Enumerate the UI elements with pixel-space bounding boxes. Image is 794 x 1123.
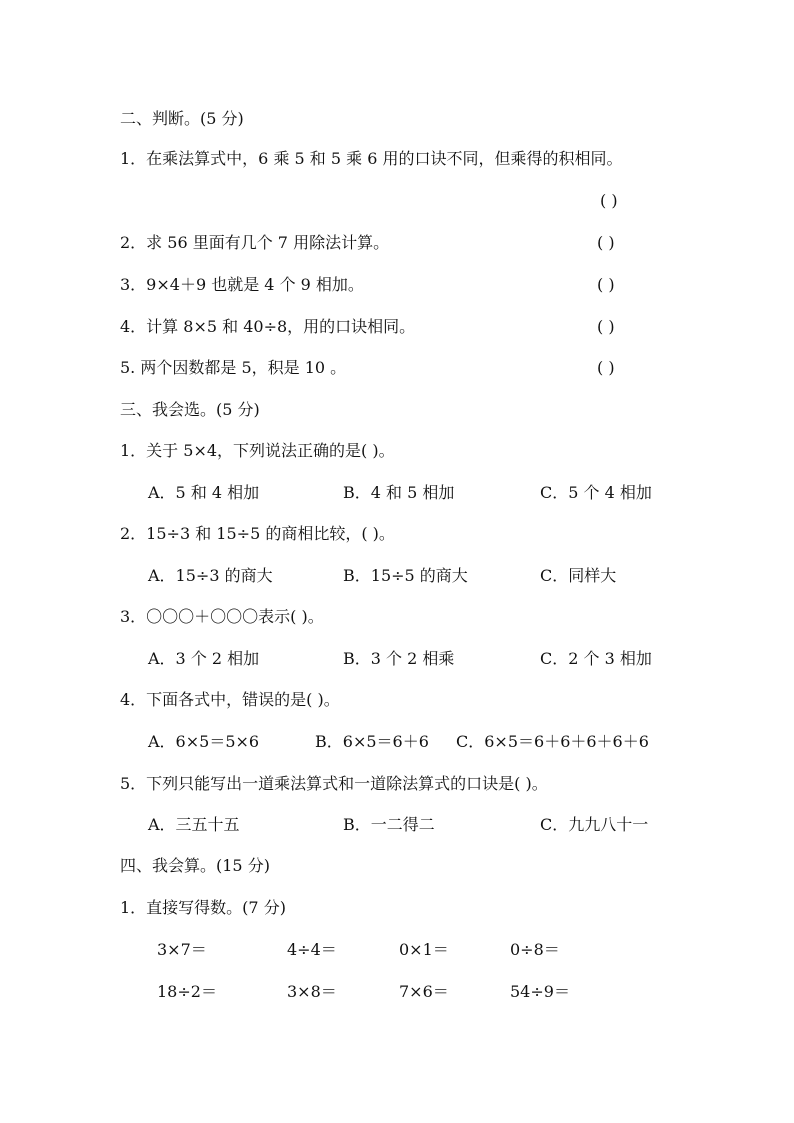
calc-problem[interactable]: 0×1＝ xyxy=(399,940,449,959)
choice-1-option-b[interactable]: B．4 和 5 相加 xyxy=(343,483,455,502)
choice-1-option-a[interactable]: A．5 和 4 相加 xyxy=(148,483,260,502)
judge-item-2-text: 2．求 56 里面有几个 7 用除法计算。 xyxy=(120,233,390,252)
choice-4-option-b[interactable]: B．6×5＝6＋6 xyxy=(315,732,429,751)
calc-problem[interactable]: 3×8＝ xyxy=(287,982,337,1001)
calc-problem[interactable]: 7×6＝ xyxy=(399,982,449,1001)
choice-3-option-b[interactable]: B．3 个 2 相乘 xyxy=(343,649,455,668)
choice-question-5: 5．下列只能写出一道乘法算式和一道除法算式的口诀是( )。 xyxy=(120,774,548,793)
section-2-title: 二、判断。(5 分) xyxy=(120,109,244,128)
choice-1-option-c[interactable]: C．5 个 4 相加 xyxy=(540,483,652,502)
judge-item-4-text: 4．计算 8×5 和 40÷8，用的口诀相同。 xyxy=(120,317,416,336)
judge-item-5-paren[interactable]: ( ) xyxy=(597,358,615,377)
section-4-title: 四、我会算。(15 分) xyxy=(120,856,270,875)
choice-5-option-b[interactable]: B．一二得二 xyxy=(343,815,435,834)
judge-item-5-text: 5. 两个因数都是 5，积是 10 。 xyxy=(120,358,347,377)
choice-question-3: 3．〇〇〇＋〇〇〇表示( )。 xyxy=(120,607,324,626)
calc-problem[interactable]: 4÷4＝ xyxy=(287,940,337,959)
judge-item-4-paren[interactable]: ( ) xyxy=(597,317,615,336)
choice-4-option-a[interactable]: A．6×5＝5×6 xyxy=(148,732,260,751)
calc-problem[interactable]: 54÷9＝ xyxy=(510,982,570,1001)
calc-problem[interactable]: 18÷2＝ xyxy=(157,982,217,1001)
judge-item-3-paren[interactable]: ( ) xyxy=(597,275,615,294)
choice-2-option-c[interactable]: C．同样大 xyxy=(540,566,617,585)
choice-question-4: 4．下面各式中，错误的是( )。 xyxy=(120,690,340,709)
calc-problem[interactable]: 3×7＝ xyxy=(157,940,207,959)
judge-item-1-text: 1．在乘法算式中，6 乘 5 和 5 乘 6 用的口诀不同，但乘得的积相同。 xyxy=(120,149,623,168)
choice-3-option-c[interactable]: C．2 个 3 相加 xyxy=(540,649,652,668)
choice-question-2: 2．15÷3 和 15÷5 的商相比较，( )。 xyxy=(120,524,395,543)
choice-2-option-a[interactable]: A．15÷3 的商大 xyxy=(148,566,273,585)
choice-2-option-b[interactable]: B．15÷5 的商大 xyxy=(343,566,468,585)
choice-5-option-c[interactable]: C．九九八十一 xyxy=(540,815,649,834)
calc-subsection-title: 1．直接写得数。(7 分) xyxy=(120,898,286,917)
judge-item-1-paren[interactable]: ( ) xyxy=(600,191,618,210)
choice-3-option-a[interactable]: A．3 个 2 相加 xyxy=(148,649,260,668)
judge-item-2-paren[interactable]: ( ) xyxy=(597,233,615,252)
calc-problem[interactable]: 0÷8＝ xyxy=(510,940,560,959)
choice-5-option-a[interactable]: A．三五十五 xyxy=(148,815,240,834)
section-3-title: 三、我会选。(5 分) xyxy=(120,400,260,419)
choice-question-1: 1．关于 5×4，下列说法正确的是( )。 xyxy=(120,441,395,460)
choice-4-option-c[interactable]: C．6×5＝6＋6＋6＋6＋6 xyxy=(456,732,649,751)
judge-item-3-text: 3．9×4＋9 也就是 4 个 9 相加。 xyxy=(120,275,364,294)
